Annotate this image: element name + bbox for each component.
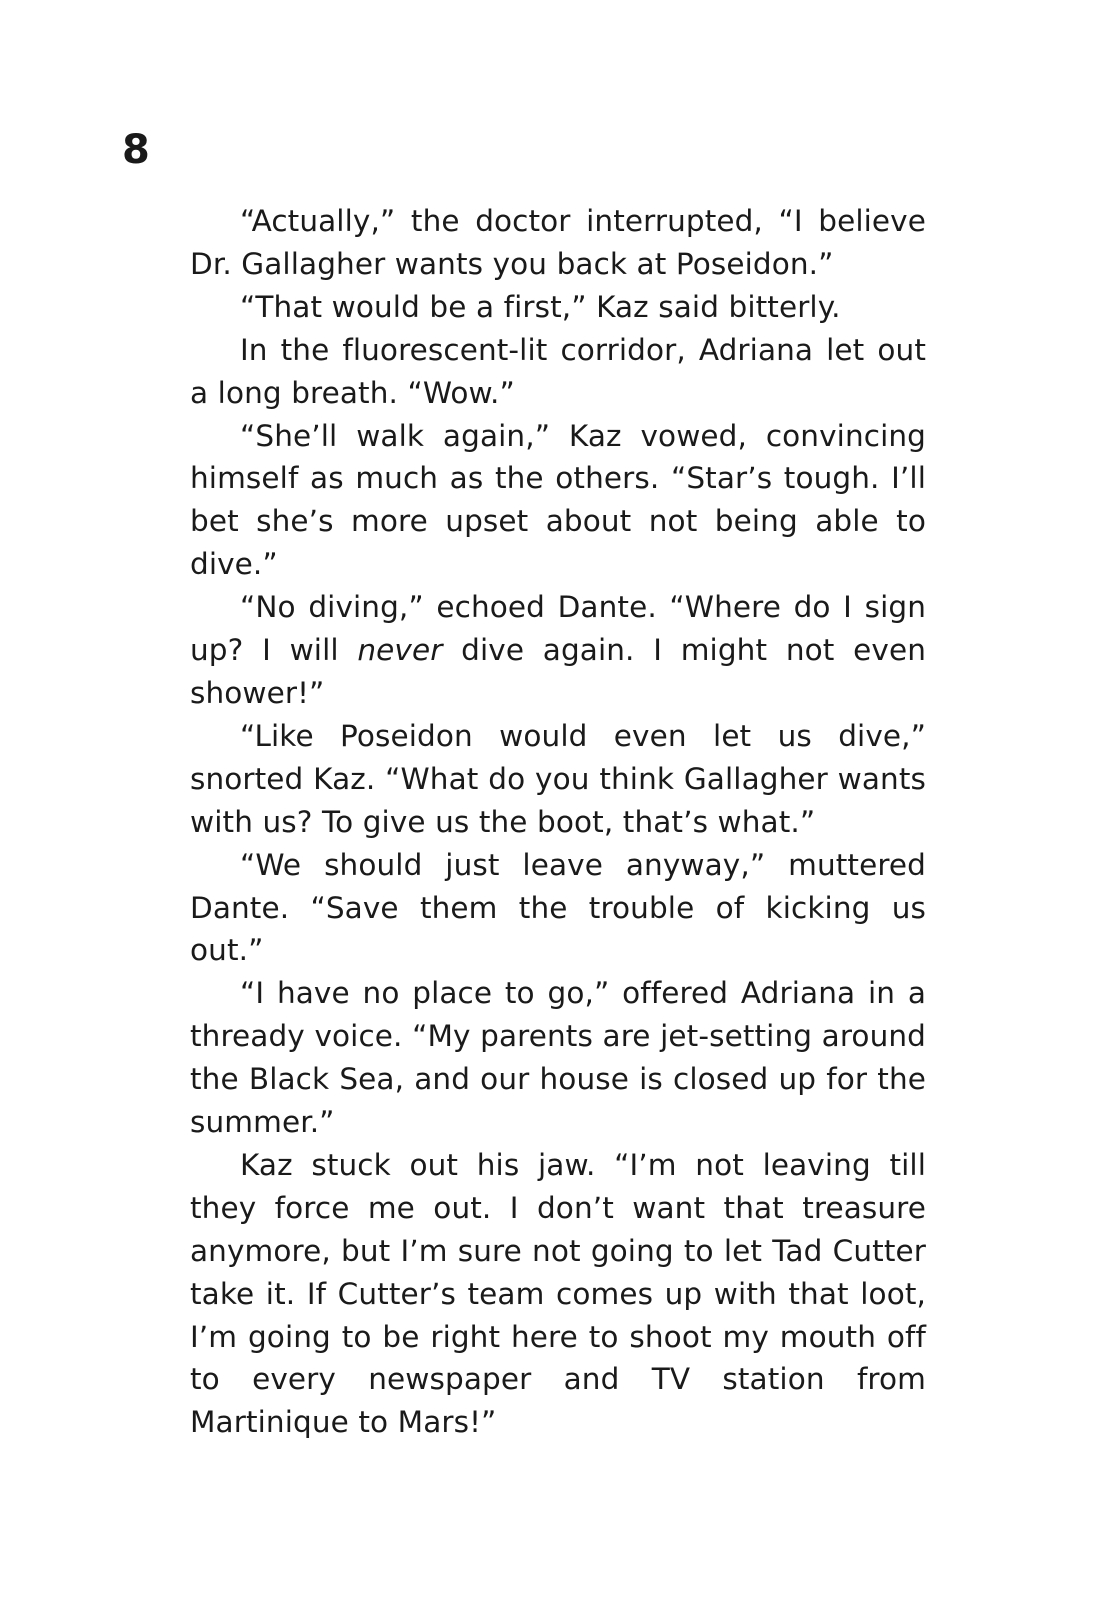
paragraph: “Actually,” the doctor interrupted, “I believe Dr. Gallagher wants you back at Poseidon.” xyxy=(190,204,926,281)
paragraph: “She’ll walk again,” Kaz vowed, convincing himself as much as the others. “Star’s tough. I’ll bet she’s more upset about not being able to dive.” xyxy=(190,418,926,582)
paragraph-text: dive again. I might not even shower!” xyxy=(190,633,926,710)
body-text xyxy=(190,200,926,1444)
emphasized-word: never xyxy=(357,633,443,668)
paragraph: “That would be a first,” Kaz said bitterly. xyxy=(240,289,841,324)
paragraph: “Like Poseidon would even let us dive,” snorted Kaz. “What do you think Gallagher wants with us? To give us the boot, that’s what.” xyxy=(190,718,926,839)
paragraph: “I have no place to go,” offered Adriana in a thready voice. “My parents are jet-setting around the Black Sea, and our house is closed up for the summer.” xyxy=(190,976,926,1140)
paragraph-text: “No diving,” echoed Dante. “Where do I sign up? I will xyxy=(190,590,926,668)
page-number: 8 xyxy=(122,127,150,173)
paragraph xyxy=(190,586,926,715)
paragraph: In the fluorescent-lit corridor, Adriana let out a long breath. “Wow.” xyxy=(190,332,926,410)
paragraph: “We should just leave anyway,” muttered Dante. “Save them the trouble of kicking us out.” xyxy=(190,847,926,968)
paragraph: Kaz stuck out his jaw. “I’m not leaving till they force me out. I don’t want that treasure anymore, but I’m sure not going to let Tad Cutter take it. If Cutter’s team comes up with that loot, I’m going to be right here to shoot my mouth off to every newspaper and TV station from Martinique to Mars!” xyxy=(190,1147,926,1440)
